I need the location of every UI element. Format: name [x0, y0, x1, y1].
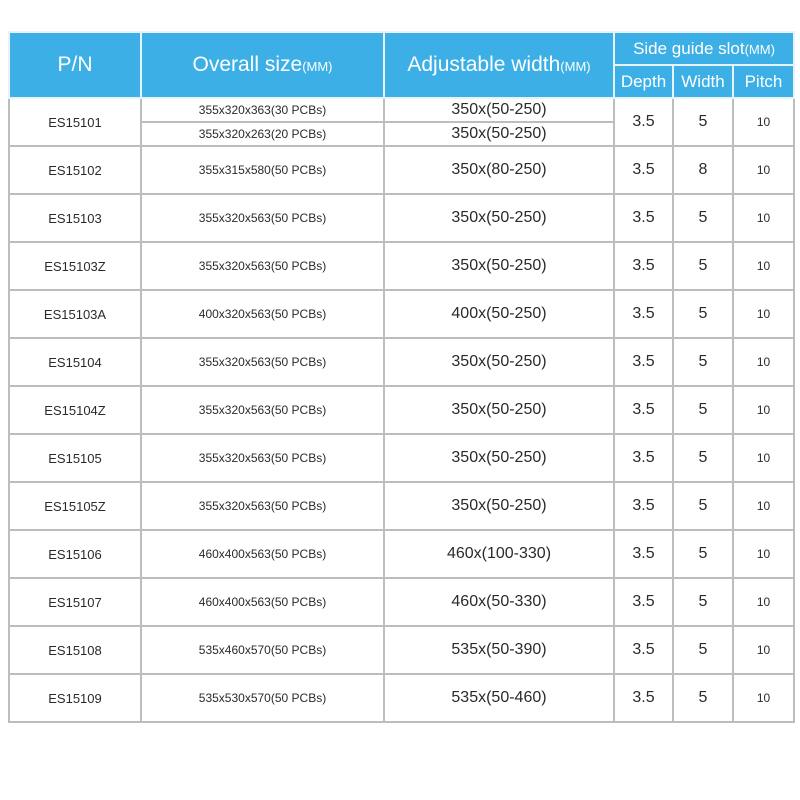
- pitch-cell: 10: [733, 194, 794, 242]
- depth-cell: 3.5: [614, 674, 673, 722]
- adjustable-width-cell: 350x(50-250): [384, 434, 614, 482]
- depth-cell: 3.5: [614, 626, 673, 674]
- adjustable-width-cell: 350x(50-250): [384, 338, 614, 386]
- pn-cell: ES15104: [9, 338, 141, 386]
- pitch-cell: 10: [733, 674, 794, 722]
- header-depth: Depth: [614, 65, 673, 98]
- overall-size-cell: 535x460x570(50 PCBs): [141, 626, 384, 674]
- adjustable-width-cell: 460x(50-330): [384, 578, 614, 626]
- width-cell: 5: [673, 242, 733, 290]
- overall-size-cell: 460x400x563(50 PCBs): [141, 578, 384, 626]
- adjustable-width-cell: 535x(50-460): [384, 674, 614, 722]
- pitch-cell: 10: [733, 290, 794, 338]
- table-row: [9, 242, 794, 290]
- pitch-cell: 10: [733, 338, 794, 386]
- table-row: [9, 530, 794, 578]
- depth-cell: 3.5: [614, 434, 673, 482]
- pn-cell: ES15108: [9, 626, 141, 674]
- overall-size-cell: 355x320x363(30 PCBs): [141, 98, 384, 122]
- table-row: [9, 146, 794, 194]
- pn-cell: ES15103A: [9, 290, 141, 338]
- table-row: [9, 290, 794, 338]
- pn-cell: ES15105: [9, 434, 141, 482]
- adjustable-width-cell: 535x(50-390): [384, 626, 614, 674]
- overall-size-cell: 355x320x263(20 PCBs): [141, 122, 384, 146]
- pitch-cell: 10: [733, 146, 794, 194]
- overall-size-cell: 535x530x570(50 PCBs): [141, 674, 384, 722]
- header-adjustable-width: Adjustable width(MM): [384, 32, 614, 98]
- adjustable-width-cell: 350x(50-250): [384, 122, 614, 146]
- width-cell: 5: [673, 626, 733, 674]
- width-cell: 5: [673, 530, 733, 578]
- pitch-cell: 10: [733, 242, 794, 290]
- width-cell: 5: [673, 98, 733, 146]
- depth-cell: 3.5: [614, 194, 673, 242]
- depth-cell: 3.5: [614, 98, 673, 146]
- table-row: [9, 386, 794, 434]
- pn-cell: ES15105Z: [9, 482, 141, 530]
- table-row: [9, 194, 794, 242]
- header-overall-size: Overall size(MM): [141, 32, 384, 98]
- pitch-cell: 10: [733, 98, 794, 146]
- pn-cell: ES15104Z: [9, 386, 141, 434]
- depth-cell: 3.5: [614, 482, 673, 530]
- overall-size-cell: 355x320x563(50 PCBs): [141, 338, 384, 386]
- header-pn: P/N: [9, 32, 141, 98]
- width-cell: 5: [673, 434, 733, 482]
- pn-cell: ES15109: [9, 674, 141, 722]
- overall-size-cell: 355x315x580(50 PCBs): [141, 146, 384, 194]
- table-row: [9, 98, 794, 122]
- width-cell: 5: [673, 482, 733, 530]
- width-cell: 5: [673, 338, 733, 386]
- header-pitch: Pitch: [733, 65, 794, 98]
- depth-cell: 3.5: [614, 242, 673, 290]
- adjustable-width-cell: 350x(50-250): [384, 242, 614, 290]
- width-cell: 5: [673, 290, 733, 338]
- pn-cell: ES15103Z: [9, 242, 141, 290]
- overall-size-cell: 400x320x563(50 PCBs): [141, 290, 384, 338]
- depth-cell: 3.5: [614, 578, 673, 626]
- pn-cell: ES15103: [9, 194, 141, 242]
- overall-size-cell: 355x320x563(50 PCBs): [141, 434, 384, 482]
- pitch-cell: 10: [733, 578, 794, 626]
- depth-cell: 3.5: [614, 386, 673, 434]
- pn-cell: ES15107: [9, 578, 141, 626]
- adjustable-width-cell: 350x(50-250): [384, 98, 614, 122]
- table-row: [9, 338, 794, 386]
- pn-cell: ES15106: [9, 530, 141, 578]
- width-cell: 8: [673, 146, 733, 194]
- pitch-cell: 10: [733, 482, 794, 530]
- spec-table: [8, 31, 795, 723]
- pn-cell: ES15101: [9, 98, 141, 146]
- width-cell: 5: [673, 674, 733, 722]
- adjustable-width-cell: 350x(50-250): [384, 386, 614, 434]
- overall-size-cell: 355x320x563(50 PCBs): [141, 386, 384, 434]
- pitch-cell: 10: [733, 530, 794, 578]
- table-row: [9, 626, 794, 674]
- adjustable-width-cell: 460x(100-330): [384, 530, 614, 578]
- overall-size-cell: 355x320x563(50 PCBs): [141, 242, 384, 290]
- table-row: [9, 482, 794, 530]
- pitch-cell: 10: [733, 434, 794, 482]
- adjustable-width-cell: 350x(50-250): [384, 194, 614, 242]
- table-row: [9, 578, 794, 626]
- width-cell: 5: [673, 194, 733, 242]
- depth-cell: 3.5: [614, 530, 673, 578]
- adjustable-width-cell: 350x(50-250): [384, 482, 614, 530]
- table-row: [9, 434, 794, 482]
- adjustable-width-cell: 350x(80-250): [384, 146, 614, 194]
- depth-cell: 3.5: [614, 146, 673, 194]
- pitch-cell: 10: [733, 626, 794, 674]
- depth-cell: 3.5: [614, 338, 673, 386]
- depth-cell: 3.5: [614, 290, 673, 338]
- pn-cell: ES15102: [9, 146, 141, 194]
- overall-size-cell: 355x320x563(50 PCBs): [141, 194, 384, 242]
- width-cell: 5: [673, 386, 733, 434]
- overall-size-cell: 460x400x563(50 PCBs): [141, 530, 384, 578]
- table-row: [9, 674, 794, 722]
- adjustable-width-cell: 400x(50-250): [384, 290, 614, 338]
- header-width: Width: [673, 65, 733, 98]
- width-cell: 5: [673, 578, 733, 626]
- pitch-cell: 10: [733, 386, 794, 434]
- header-side-guide-slot: Side guide slot(MM): [614, 32, 794, 65]
- overall-size-cell: 355x320x563(50 PCBs): [141, 482, 384, 530]
